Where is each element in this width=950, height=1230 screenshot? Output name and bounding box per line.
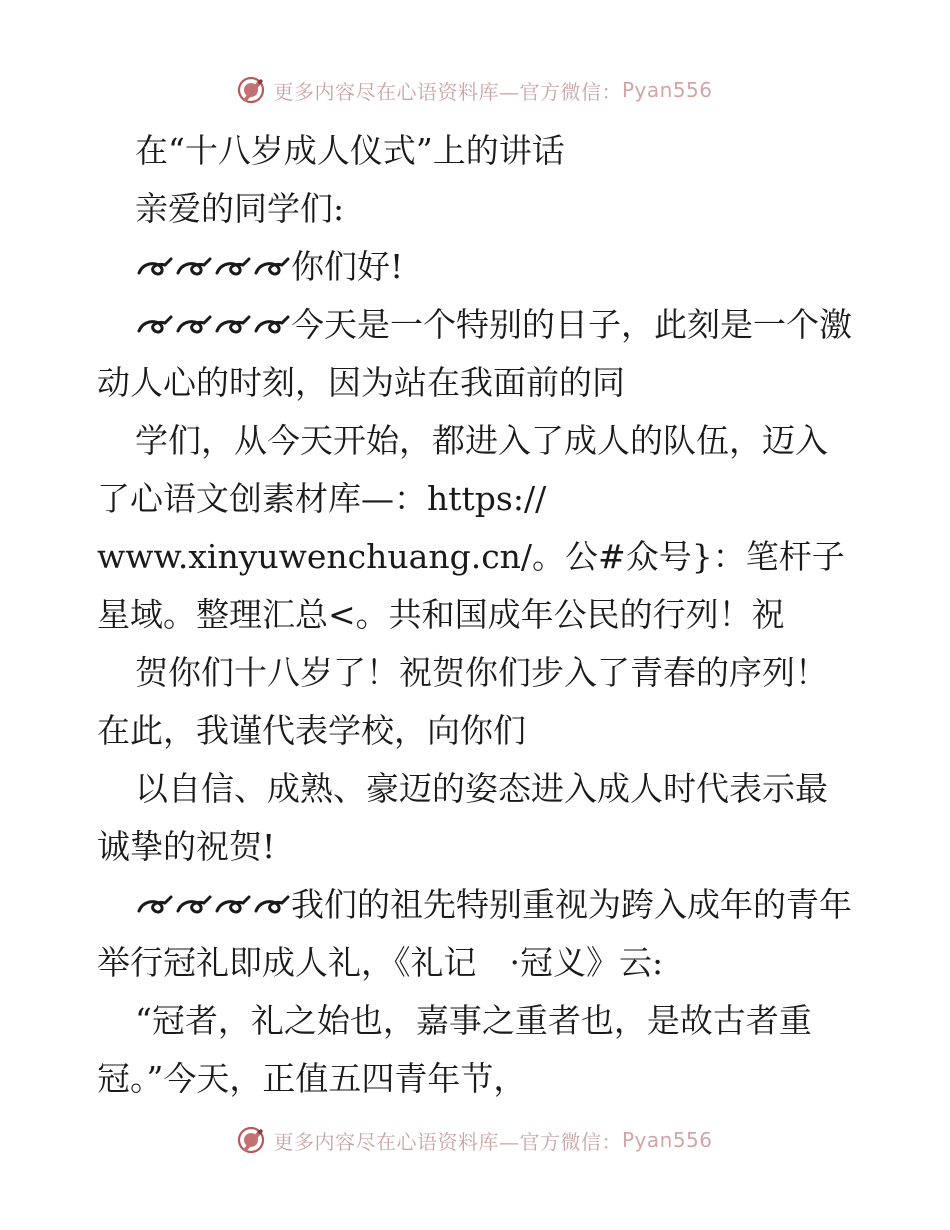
watermark-header [0, 72, 950, 108]
watermark-text: 更多内容尽在心语资料库—官方微信： [273, 1129, 622, 1154]
watermark-footer [0, 1122, 950, 1158]
greeting-text: 你们好! [291, 247, 404, 286]
watermark-account: Pyan556 [621, 78, 713, 102]
watermark-text: 更多内容尽在心语资料库—官方微信： [273, 79, 622, 104]
document-title: 在“十八岁成人仪式”上的讲话 [135, 131, 565, 170]
greeting-paragraph [97, 238, 857, 296]
ornament-icon [135, 889, 291, 919]
salutation: 亲爱的同学们: [135, 189, 345, 228]
ornament-icon [135, 251, 291, 281]
paragraph-2-continued: www.xinyuwenchuang.cn/。公#众号}：笔杆子星域。整理汇总<。共和国成年公民的行列！祝 [97, 537, 845, 634]
ornament-icon [135, 309, 291, 339]
paragraph-1 [97, 296, 857, 412]
document-body [97, 122, 857, 1108]
pen-logo-icon [237, 76, 265, 104]
paragraph-5-text: 我们的祖先特别重视为跨入成年的青年举行冠礼即成人礼，《礼记 ·冠义》云: [97, 885, 852, 982]
pen-logo-icon [237, 1126, 265, 1154]
paragraph-3: 贺你们十八岁了！祝贺你们步入了青春的序列！在此，我谨代表学校，向你们 [97, 653, 828, 750]
paragraph-1-text: 今天是一个特别的日子，此刻是一个激动人心的时刻，因为站在我面前的同 [97, 305, 852, 402]
paragraph-4: 以自信、成熟、豪迈的姿态进入成人时代表示最诚挚的祝贺! [97, 769, 828, 866]
paragraph-2: 学们，从今天开始，都进入了成人的队伍，迈入了心语文创素材库—：https:// [97, 421, 828, 518]
watermark-account: Pyan556 [621, 1128, 713, 1152]
paragraph-5 [97, 876, 857, 992]
paragraph-6: “冠者，礼之始也，嘉事之重者也，是故古者重冠。”今天，正值五四青年节， [97, 1001, 812, 1098]
